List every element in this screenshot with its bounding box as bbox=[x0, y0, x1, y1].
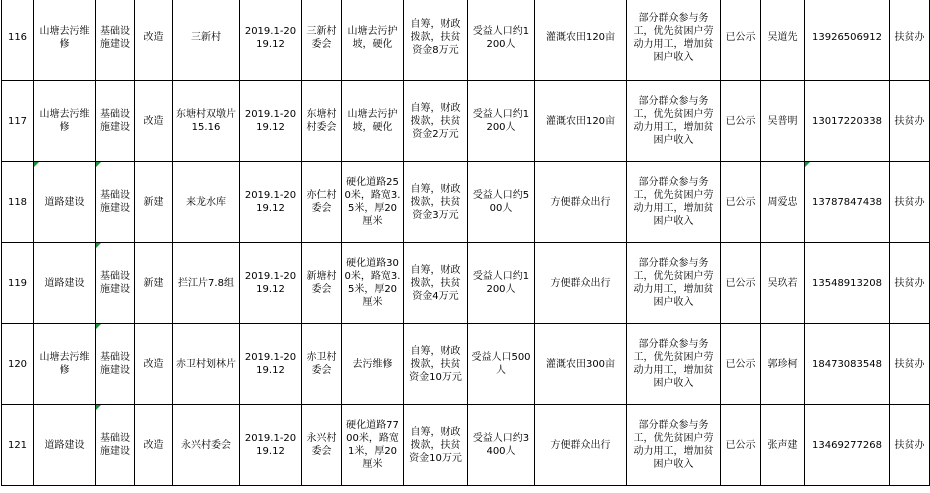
project-category: 基础设施建设 bbox=[96, 243, 135, 324]
project-category: 基础设施建设 bbox=[96, 324, 135, 405]
department: 扶贫办 bbox=[890, 405, 930, 486]
project-location: 永兴村委会 bbox=[173, 405, 240, 486]
table-row bbox=[2, 81, 930, 162]
project-period: 2019.1-2019.12 bbox=[240, 162, 302, 243]
publicity-status: 已公示 bbox=[721, 324, 761, 405]
table-row bbox=[2, 243, 930, 324]
department: 扶贫办 bbox=[890, 324, 930, 405]
benefit-mechanism: 部分群众参与务工，优先贫困户劳动力用工，增加贫困户收入 bbox=[627, 324, 721, 405]
contact-person: 郭珍柯 bbox=[761, 324, 805, 405]
responsible-unit: 赤卫村委会 bbox=[302, 324, 342, 405]
beneficiary-population: 受益人口约1200人 bbox=[468, 0, 535, 81]
construction-content: 硬化道路7700米，路宽1米，厚20厘米 bbox=[342, 405, 404, 486]
project-category: 基础设施建设 bbox=[96, 405, 135, 486]
table-row bbox=[2, 405, 930, 486]
project-type: 道路建设 bbox=[34, 162, 96, 243]
contact-person: 吴道先 bbox=[761, 0, 805, 81]
project-type: 山塘去污维修 bbox=[34, 324, 96, 405]
project-period: 2019.1-2019.12 bbox=[240, 243, 302, 324]
construction-mode: 改造 bbox=[135, 0, 173, 81]
benefit-mechanism: 部分群众参与务工，优先贫困户劳动力用工，增加贫困户收入 bbox=[627, 0, 721, 81]
benefit-mechanism: 部分群众参与务工，优先贫困户劳动力用工，增加贫困户收入 bbox=[627, 81, 721, 162]
beneficiary-population: 受益人口约500人 bbox=[468, 162, 535, 243]
expected-effect: 方便群众出行 bbox=[535, 162, 627, 243]
project-location: 来龙水库 bbox=[173, 162, 240, 243]
department: 扶贫办 bbox=[890, 162, 930, 243]
contact-person: 张声建 bbox=[761, 405, 805, 486]
contact-phone: 13469277268 bbox=[805, 405, 890, 486]
funding-source: 自筹，财政拨款，扶贫资金4万元 bbox=[404, 243, 468, 324]
project-type: 道路建设 bbox=[34, 405, 96, 486]
publicity-status: 已公示 bbox=[721, 243, 761, 324]
construction-content: 硬化道路250米，路宽3.5米，厚20厘米 bbox=[342, 162, 404, 243]
benefit-mechanism: 部分群众参与务工，优先贫困户劳动力用工，增加贫困户收入 bbox=[627, 162, 721, 243]
project-table bbox=[1, 0, 930, 486]
funding-source: 自筹，财政拨款，扶贫资金10万元 bbox=[404, 324, 468, 405]
beneficiary-population: 受益人口约1200人 bbox=[468, 243, 535, 324]
benefit-mechanism: 部分群众参与务工，优先贫困户劳动力用工，增加贫困户收入 bbox=[627, 405, 721, 486]
contact-phone: 13787847438 bbox=[805, 162, 890, 243]
beneficiary-population: 受益人口约3400人 bbox=[468, 405, 535, 486]
expected-effect: 灌溉农田120亩 bbox=[535, 81, 627, 162]
responsible-unit: 三新村委会 bbox=[302, 0, 342, 81]
project-type: 道路建设 bbox=[34, 243, 96, 324]
contact-person: 周爱忠 bbox=[761, 162, 805, 243]
row-number: 119 bbox=[2, 243, 34, 324]
row-number: 117 bbox=[2, 81, 34, 162]
construction-content: 去污维修 bbox=[342, 324, 404, 405]
project-type: 山塘去污维修 bbox=[34, 81, 96, 162]
publicity-status: 已公示 bbox=[721, 0, 761, 81]
row-number: 121 bbox=[2, 405, 34, 486]
beneficiary-population: 受益人口约1200人 bbox=[468, 81, 535, 162]
project-period: 2019.1-2019.12 bbox=[240, 405, 302, 486]
construction-mode: 改造 bbox=[135, 405, 173, 486]
project-location: 东塘村双墩片15.16 bbox=[173, 81, 240, 162]
table-row bbox=[2, 162, 930, 243]
responsible-unit: 东塘村村委会 bbox=[302, 81, 342, 162]
project-category: 基础设施建设 bbox=[96, 0, 135, 81]
construction-mode: 新建 bbox=[135, 243, 173, 324]
publicity-status: 已公示 bbox=[721, 162, 761, 243]
project-category: 基础设施建设 bbox=[96, 81, 135, 162]
construction-content: 山塘去污护坡，硬化 bbox=[342, 0, 404, 81]
department: 扶贫办 bbox=[890, 243, 930, 324]
project-location: 三新村 bbox=[173, 0, 240, 81]
contact-phone: 13017220338 bbox=[805, 81, 890, 162]
department: 扶贫办 bbox=[890, 0, 930, 81]
beneficiary-population: 受益人口500人 bbox=[468, 324, 535, 405]
construction-mode: 新建 bbox=[135, 162, 173, 243]
contact-phone: 13926506912 bbox=[805, 0, 890, 81]
responsible-unit: 亦仁村委会 bbox=[302, 162, 342, 243]
project-period: 2019.1-2019.12 bbox=[240, 81, 302, 162]
project-period: 2019.1-2019.12 bbox=[240, 324, 302, 405]
construction-mode: 改造 bbox=[135, 324, 173, 405]
table-row bbox=[2, 324, 930, 405]
construction-content: 硬化道路300米，路宽3.5米，厚20厘米 bbox=[342, 243, 404, 324]
publicity-status: 已公示 bbox=[721, 81, 761, 162]
row-number: 120 bbox=[2, 324, 34, 405]
project-period: 2019.1-2019.12 bbox=[240, 0, 302, 81]
project-type: 山塘去污维修 bbox=[34, 0, 96, 81]
responsible-unit: 新塘村委会 bbox=[302, 243, 342, 324]
contact-phone: 18473083548 bbox=[805, 324, 890, 405]
funding-source: 自筹，财政拨款，扶贫资金3万元 bbox=[404, 162, 468, 243]
funding-source: 自筹，财政拨款，扶贫资金2万元 bbox=[404, 81, 468, 162]
project-location: 拦江片7.8组 bbox=[173, 243, 240, 324]
expected-effect: 方便群众出行 bbox=[535, 405, 627, 486]
expected-effect: 灌溉农田300亩 bbox=[535, 324, 627, 405]
contact-person: 吴玖若 bbox=[761, 243, 805, 324]
table-body bbox=[2, 0, 930, 486]
funding-source: 自筹，财政拨款，扶贫资金8万元 bbox=[404, 0, 468, 81]
table-row bbox=[2, 0, 930, 81]
funding-source: 自筹，财政拨款，扶贫资金10万元 bbox=[404, 405, 468, 486]
row-number: 116 bbox=[2, 0, 34, 81]
responsible-unit: 永兴村委会 bbox=[302, 405, 342, 486]
construction-mode: 改造 bbox=[135, 81, 173, 162]
project-location: 赤卫村划林片 bbox=[173, 324, 240, 405]
department: 扶贫办 bbox=[890, 81, 930, 162]
project-category: 基础设施建设 bbox=[96, 162, 135, 243]
construction-content: 山塘去污护坡，硬化 bbox=[342, 81, 404, 162]
publicity-status: 已公示 bbox=[721, 405, 761, 486]
row-number: 118 bbox=[2, 162, 34, 243]
contact-person: 吴普明 bbox=[761, 81, 805, 162]
contact-phone: 13548913208 bbox=[805, 243, 890, 324]
expected-effect: 方便群众出行 bbox=[535, 243, 627, 324]
expected-effect: 灌溉农田120亩 bbox=[535, 0, 627, 81]
benefit-mechanism: 部分群众参与务工，优先贫困户劳动力用工，增加贫困户收入 bbox=[627, 243, 721, 324]
